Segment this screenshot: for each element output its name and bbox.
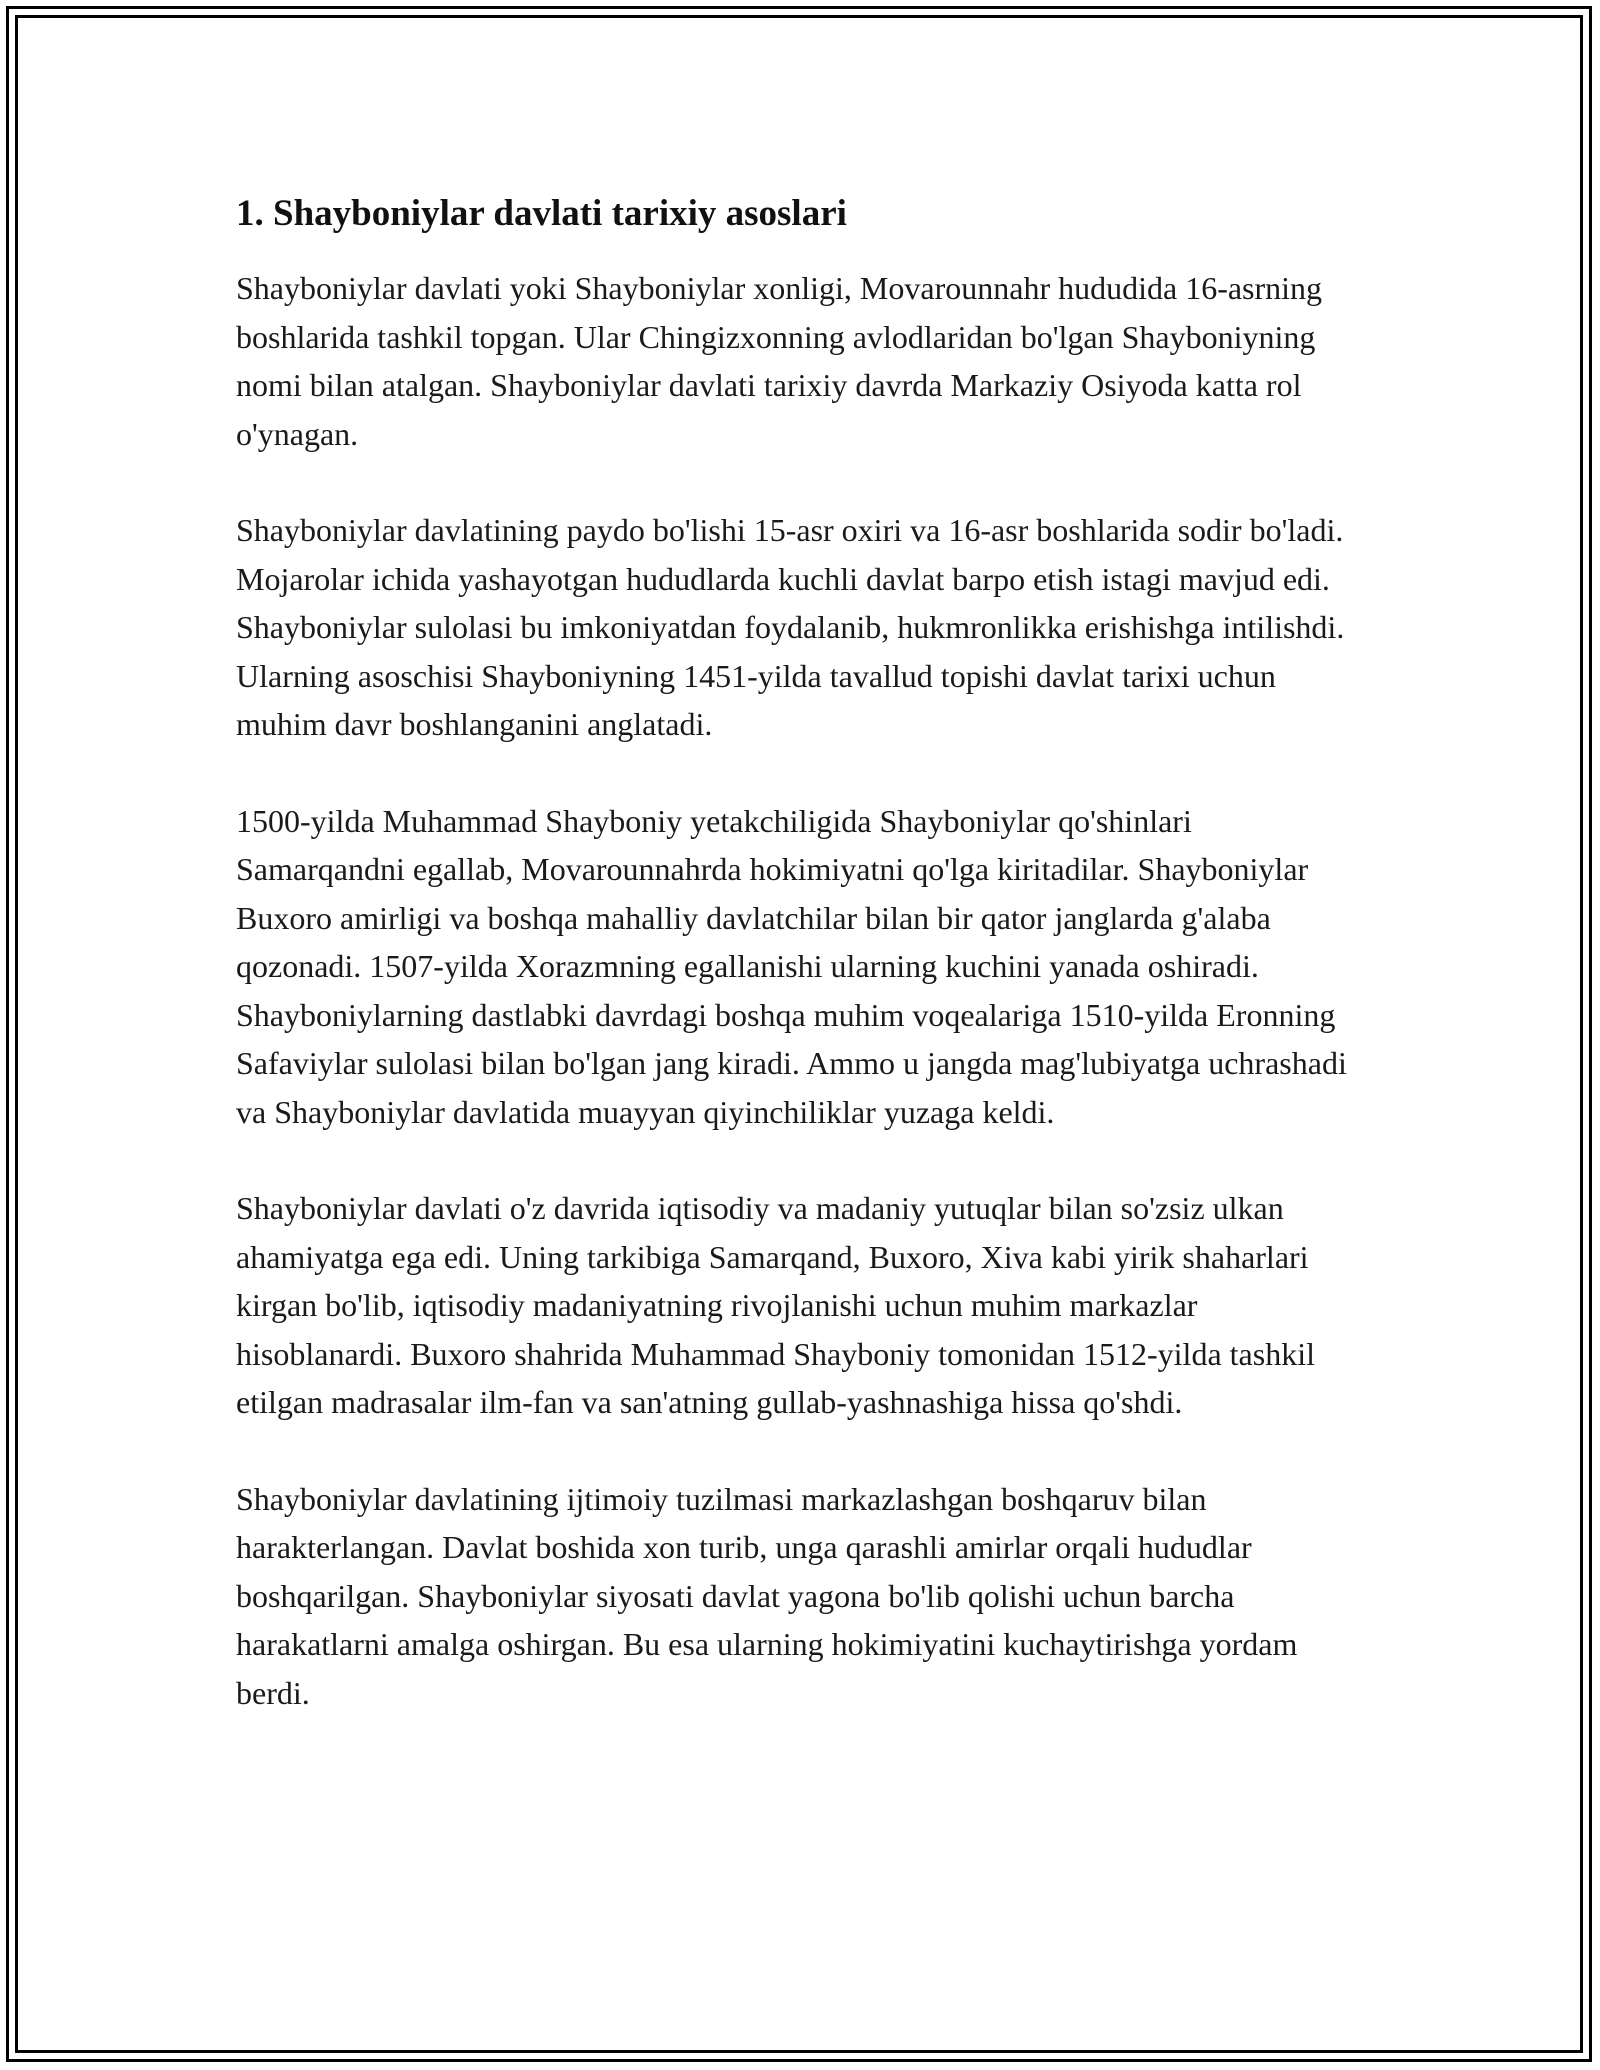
- document-body: [236, 186, 1366, 1765]
- paragraph-4: Shayboniylar davlati o'z davrida iqtisodiy va madaniy yutuqlar bilan so'zsiz ulkan ahamiyatga ega edi. Uning tarkibiga Samarqand, Buxoro, Xiva kabi yirik shaharlari kirgan bo'lib, iqtisodiy madaniyatning rivojlanishi uchun muhim markazlar hisoblanardi. Buxoro shahrida Muhammad Shayboniy tomonidan 1512-yilda tashkil etilgan madrasalar ilm-fan va san'atning gullab-yashnashiga hissa qo'shdi.: [236, 1190, 1315, 1420]
- paragraph-2: Shayboniylar davlatining paydo bo'lishi 15-asr oxiri va 16-asr boshlarida sodir bo'ladi. Mojarolar ichida yashayotgan hududlarda kuchli davlat barpo etish istagi mavjud edi. Shayboniylar sulolasi bu imkoniyatdan foydalanib, hukmronlikka erishishga intilishdi. Ularning asoschisi Shayboniyning 1451-yilda tavallud topishi davlat tarixi uchun muhim davr boshlanganini anglatadi.: [236, 512, 1345, 742]
- paragraph-1: Shayboniylar davlati yoki Shayboniylar xonligi, Movarounnahr hududida 16-asrning boshlarida tashkil topgan. Ular Chingizxonning avlodlaridan bo'lgan Shayboniyning nomi bilan atalgan. Shayboniylar davlati tarixiy davrda Markaziy Osiyoda katta rol o'ynagan.: [236, 270, 1323, 452]
- section-heading: 1. Shayboniylar davlati tarixiy asoslari: [236, 193, 847, 234]
- paragraph-3: 1500-yilda Muhammad Shayboniy yetakchiligida Shayboniylar qo'shinlari Samarqandni egallab, Movarounnahrda hokimiyatni qo'lga kiritadilar. Shayboniylar Buxoro amirligi va boshqa mahalliy davlatchilar bilan bir qator janglarda g'alaba qozonadi. 1507-yilda Xorazmning egallanishi ularning kuchini yanada oshiradi. Shayboniylarning dastlabki davrdagi boshqa muhim voqealariga 1510-yilda Eronning Safaviylar sulolasi bilan bo'lgan jang kiradi. Ammo u jangda mag'lubiyatga uchrashadi va Shayboniylar davlatida muayyan qiyinchiliklar yuzaga keldi.: [236, 802, 1347, 1130]
- paragraph-5: Shayboniylar davlatining ijtimoiy tuzilmasi markazlashgan boshqaruv bilan harakterlangan. Davlat boshida xon turib, unga qarashli amirlar orqali hududlar boshqarilgan. Shayboniylar siyosati davlat yagona bo'lib qolishi uchun barcha harakatlarni amalga oshirgan. Bu esa ularning hokimiyatini kuchaytirishga yordam berdi.: [236, 1480, 1298, 1711]
